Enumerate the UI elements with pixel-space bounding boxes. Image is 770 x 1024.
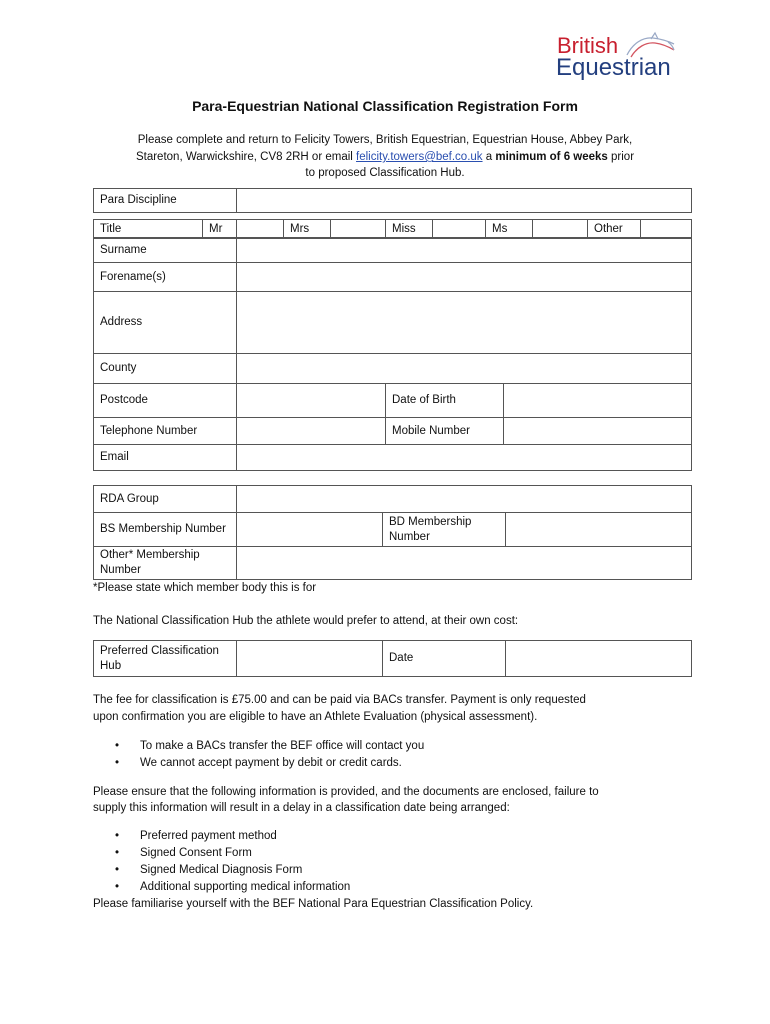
fee-line-2: upon confirmation you are eligible to have an Athlete Evaluation (physical assessment). <box>93 711 538 723</box>
other-membership-field[interactable] <box>237 547 692 580</box>
title-option-mr-box[interactable] <box>237 220 284 239</box>
title-option-ms-label: Ms <box>486 220 533 239</box>
title-table <box>93 219 692 239</box>
title-option-miss-box[interactable] <box>433 220 486 239</box>
intro-line-2 <box>0 149 770 165</box>
para-discipline-row <box>94 189 692 213</box>
para-discipline-table <box>93 188 692 213</box>
surname-field[interactable] <box>237 238 692 263</box>
county-field[interactable] <box>237 354 692 384</box>
intro-line-3: to proposed Classification Hub. <box>305 167 465 179</box>
forenames-label: Forename(s) <box>94 263 237 292</box>
hub-intro: The National Classification Hub the athlete would prefer to attend, at their own cost: <box>93 615 519 627</box>
bs-membership-label: BS Membership Number <box>94 513 237 547</box>
telephone-row <box>94 418 692 445</box>
fee-bullet-1: To make a BACs transfer the BEF office will contact you <box>140 740 425 752</box>
mobile-field[interactable] <box>504 418 692 445</box>
title-option-mr-label: Mr <box>203 220 237 239</box>
date-of-birth-label: Date of Birth <box>386 384 504 418</box>
title-option-other-box[interactable] <box>641 220 692 239</box>
rda-group-field[interactable] <box>237 486 692 513</box>
para-discipline-label: Para Discipline <box>94 189 237 213</box>
document-item-1: Preferred payment method <box>140 830 277 842</box>
preferred-hub-label: Preferred Classification Hub <box>94 641 237 677</box>
county-label: County <box>94 354 237 384</box>
postcode-row <box>94 384 692 418</box>
fee-line-1: The fee for classification is £75.00 and can be paid via BACs transfer. Payment is only requested <box>93 694 586 706</box>
rda-group-label: RDA Group <box>94 486 237 513</box>
intro-line-2-before: Stareton, Warwickshire, CV8 2RH or email <box>135 151 357 163</box>
title-option-mrs-label: Mrs <box>284 220 331 239</box>
document-item-3: Signed Medical Diagnosis Form <box>140 864 303 876</box>
surname-row <box>94 238 692 263</box>
preferred-hub-field[interactable] <box>237 641 383 677</box>
address-field[interactable] <box>237 292 692 354</box>
county-row <box>94 354 692 384</box>
fee-bullet-2: We cannot accept payment by debit or credit cards. <box>140 757 402 769</box>
email-field[interactable] <box>237 445 692 471</box>
bullet-icon: • <box>115 740 120 752</box>
rda-group-row <box>94 486 692 513</box>
telephone-field[interactable] <box>237 418 386 445</box>
address-row <box>94 292 692 354</box>
email-link[interactable]: felicity.towers@bef.co.uk <box>356 151 483 163</box>
intro-line-1: Please complete and return to Felicity Towers, British Equestrian, Equestrian House, Abbey Park, <box>137 134 633 146</box>
forenames-row <box>94 263 692 292</box>
surname-label: Surname <box>94 238 237 263</box>
title-option-other-label: Other <box>588 220 641 239</box>
postcode-label: Postcode <box>94 384 237 418</box>
membership-footnote: *Please state which member body this is for <box>93 582 317 594</box>
forenames-field[interactable] <box>237 263 692 292</box>
bs-membership-field[interactable] <box>237 513 383 547</box>
form-title: Para-Equestrian National Classification Registration Form <box>192 98 578 114</box>
bd-membership-label: BD Membership Number <box>383 513 506 547</box>
bullet-icon: • <box>115 881 120 893</box>
title-option-miss-label: Miss <box>386 220 433 239</box>
other-membership-row <box>94 547 692 580</box>
title-row <box>94 220 692 239</box>
other-membership-label: Other* Membership Number <box>94 547 237 580</box>
documents-line-2: supply this information will result in a delay in a classification date being arranged: <box>93 802 510 814</box>
title-option-ms-box[interactable] <box>533 220 588 239</box>
telephone-label: Telephone Number <box>94 418 237 445</box>
hub-date-label: Date <box>383 641 506 677</box>
para-discipline-field[interactable] <box>237 189 692 213</box>
logo-word-equestrian: Equestrian <box>556 54 671 81</box>
membership-table <box>93 485 692 580</box>
bullet-icon: • <box>115 864 120 876</box>
mobile-label: Mobile Number <box>386 418 504 445</box>
date-of-birth-field[interactable] <box>504 384 692 418</box>
bd-membership-field[interactable] <box>506 513 692 547</box>
bullet-icon: • <box>115 847 120 859</box>
email-row <box>94 445 692 471</box>
hub-table <box>93 640 692 677</box>
hub-date-field[interactable] <box>506 641 692 677</box>
postcode-field[interactable] <box>237 384 386 418</box>
title-option-mrs-box[interactable] <box>331 220 386 239</box>
policy-note: Please familiarise yourself with the BEF National Para Equestrian Classification Policy. <box>93 898 534 910</box>
document-item-2: Signed Consent Form <box>140 847 252 859</box>
document-item-4: Additional supporting medical information <box>140 881 351 893</box>
bullet-icon: • <box>115 830 120 842</box>
logo-word-british: British <box>557 33 619 58</box>
bullet-icon: • <box>115 757 120 769</box>
email-label: Email <box>94 445 237 471</box>
deadline-text: minimum of 6 weeks <box>495 151 608 163</box>
title-label: Title <box>94 220 203 239</box>
personal-details-table <box>93 237 692 471</box>
address-label: Address <box>94 292 237 354</box>
intro-line-2-after: prior <box>607 151 635 163</box>
bs-membership-row <box>94 513 692 547</box>
documents-line-1: Please ensure that the following information is provided, and the documents are enclosed, failure to <box>93 786 599 798</box>
hub-row <box>94 641 692 677</box>
intro-line-2-middle: a <box>482 151 496 163</box>
